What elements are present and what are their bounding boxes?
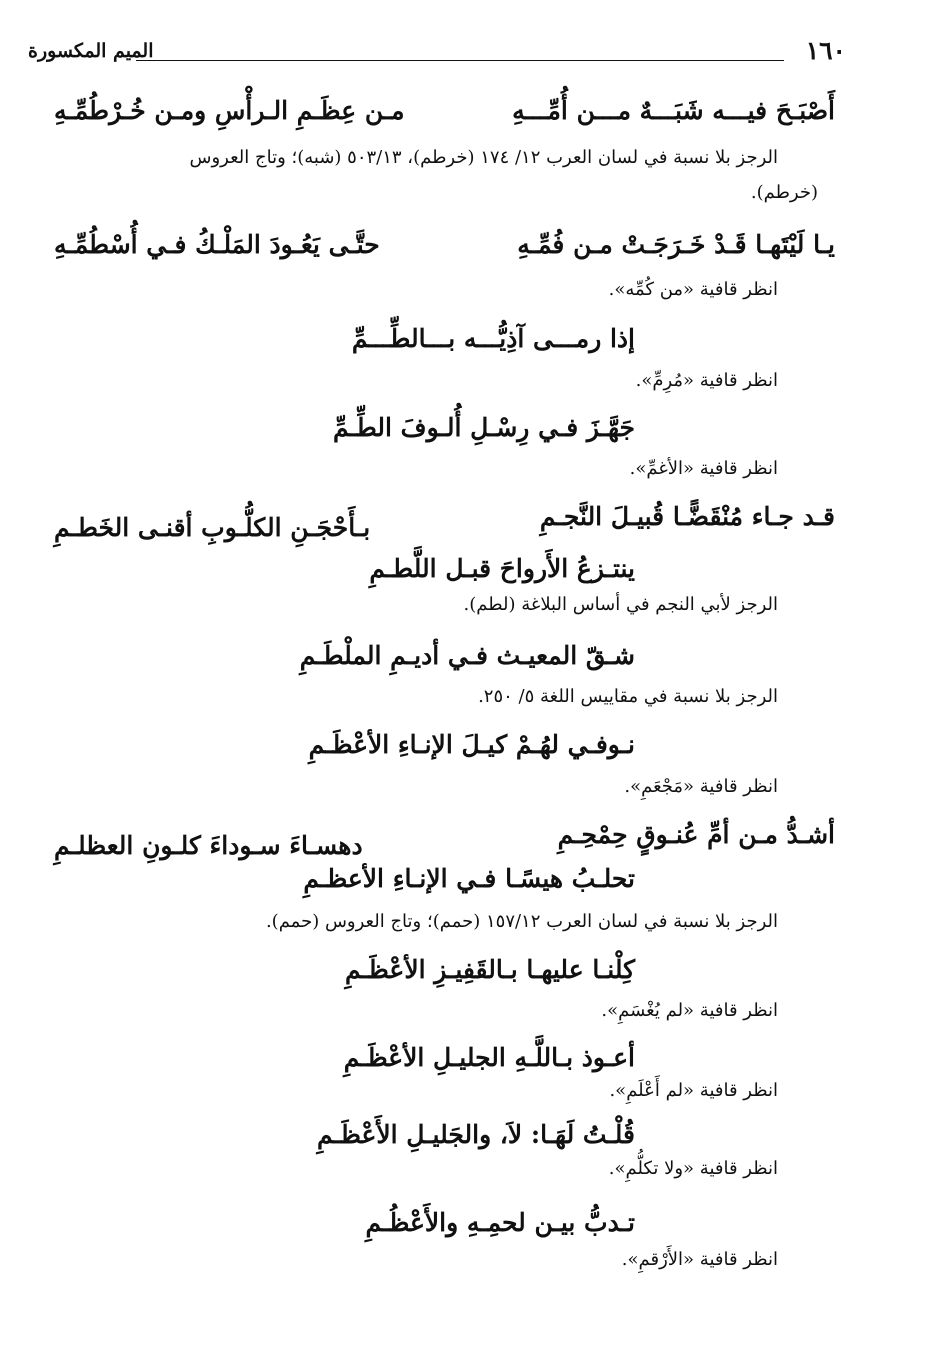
source-note: الرجز بلا نسبة في لسان العرب ١٥٧/١٢ (حمم)؛ وتاج العروس (حمم). [265, 911, 778, 932]
verse-line: نـوفـي لهُـمْ كيـلَ الإنـاءِ الأعْظَـمِ [308, 730, 635, 759]
verse-line: أَصْبَـحَ فيـــه شَبَـــهٌ مـــن أُمِّـــهِ [512, 96, 835, 125]
verse-line: بـأَحْجَـنِ الكلُّـوبِ أقنـى الخَطـمِ [54, 513, 371, 542]
source-note: انظر قافية «ولا تكلُّمِ». [608, 1158, 778, 1179]
source-note: (خرطم). [750, 182, 818, 203]
verse-line: أشـدُّ مـن أمِّ عُنـوقٍ حِمْحِـمِ [557, 820, 835, 849]
verse-line: قُلْـتُ لَهَـا: لاَ، والجَليـلِ الأَعْظَـمِ [317, 1120, 635, 1149]
source-note: انظر قافية «الأغمِّ». [629, 458, 778, 479]
verse-line: شـقّ المعيـث فـي أديـمِ الملْطَـمِ [299, 641, 635, 670]
source-note: انظر قافية «مُرِمِّ». [635, 370, 778, 391]
verse-line: تـدبُّ بيـن لحمِـهِ والأَعْظُـمِ [365, 1208, 635, 1237]
page-number: ١٦٠ [805, 36, 846, 65]
verse-line: قـد جـاء مُنْقَضًّـا قُبيـلَ النَّجـمِ [539, 502, 835, 531]
verse-line: إذا رمـــى آذِيُّـــه بـــالطِّـــمِّ [351, 324, 635, 353]
verse-line: حتَّـى يَعُـودَ المَلْـكُ فـي أُسْطُمِّـهِ [54, 230, 380, 259]
header-rule [136, 60, 784, 61]
verse-line: أعـوذ بـاللَّـهِ الجليـلِ الأعْظَـمِ [343, 1043, 635, 1072]
source-note: الرجز بلا نسبة في لسان العرب ١٢/ ١٧٤ (خرطم)، ٥٠٣/١٣ (شبه)؛ وتاج العروس [189, 147, 778, 168]
verse-line: كِلْنـا عليهـا بـالقَفِيـزِ الأعْظَـمِ [344, 955, 635, 984]
verse-line: ينتـزعُ الأَرواحَ قبـل اللَّطـمِ [369, 554, 635, 583]
verse-line: دهسـاءَ سـوداءَ كلـونِ العظلـمِ [54, 831, 363, 860]
source-note: الرجز بلا نسبة في مقاييس اللغة ٥/ ٢٥٠. [478, 686, 778, 707]
verse-line: تحلـبُ هيسًـا فـي الإنـاءِ الأعظـمِ [303, 864, 635, 893]
verse-line: يـا لَيْتَهـا قَـدْ خَـرَجَـتْ مـن فُمِّـهِ [517, 230, 835, 259]
verse-line: جَهَّـزَ فـي رِسْـلِ أُلـوفَ الطِّـمِّ [332, 413, 635, 442]
source-note: انظر قافية «الأَرْقمِ». [621, 1249, 778, 1270]
source-note: انظر قافية «لم أَعْلَمِ». [609, 1080, 778, 1101]
running-header [28, 36, 846, 66]
section-title: الميم المكسورة [28, 40, 154, 62]
source-note: انظر قافية «مَجْعَمِ». [624, 776, 778, 797]
source-note: انظر قافية «لم يُغْسَمِ». [601, 1000, 778, 1021]
source-note: الرجز لأبي النجم في أساس البلاغة (لطم). [463, 594, 778, 615]
verse-line: مـن عِظَـمِ الـرأْسِ ومـن خُـرْطُمِّـهِ [54, 96, 405, 125]
source-note: انظر قافية «من كُمِّه». [608, 279, 778, 300]
